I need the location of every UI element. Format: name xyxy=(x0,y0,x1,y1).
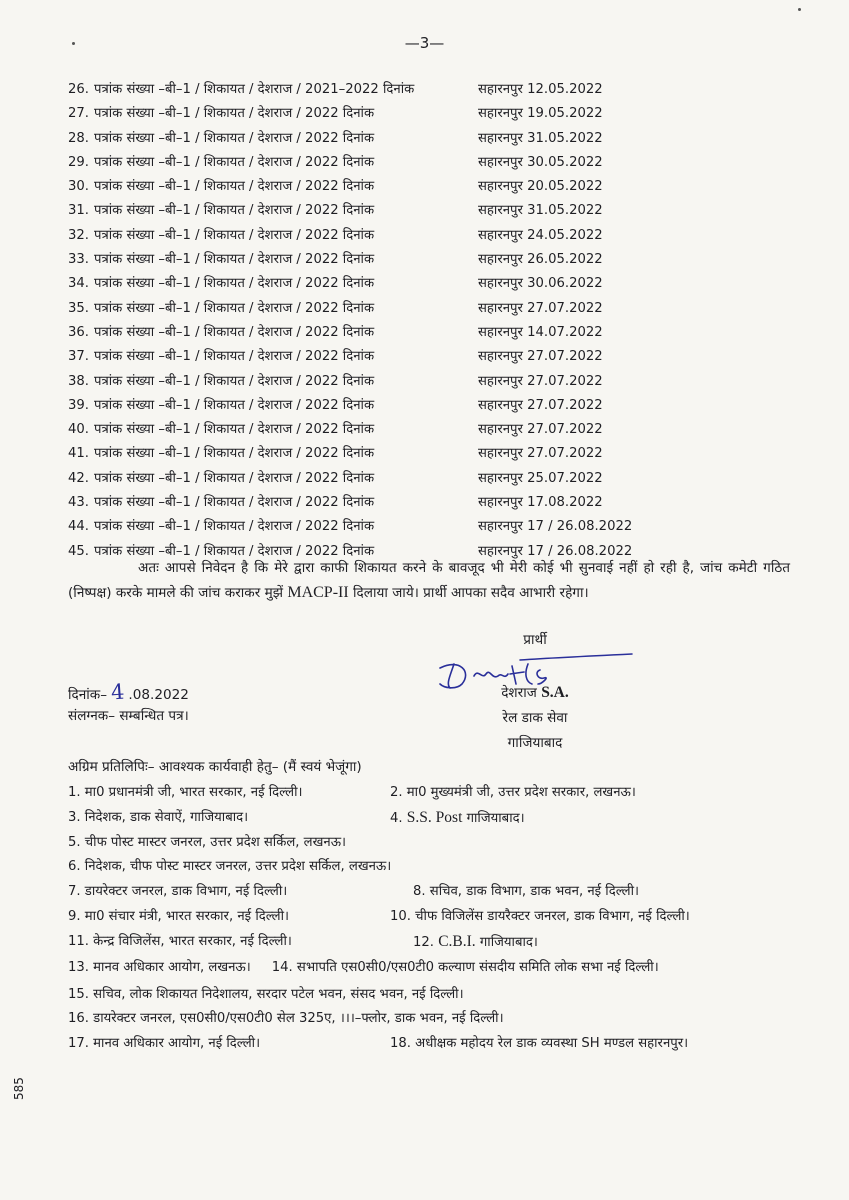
reference-text: पत्रांक संख्या –बी–1 / शिकायत / देशराज / 2022 दिनांक xyxy=(94,446,375,462)
copy-row xyxy=(68,983,798,1008)
reference-city-date: सहारनपुर 25.07.2022 xyxy=(478,470,603,486)
reference-city-date: सहारनपुर 27.07.2022 xyxy=(478,300,603,316)
reference-row xyxy=(68,224,603,248)
copy-item xyxy=(413,930,538,956)
scan-speck xyxy=(798,8,801,11)
reference-row xyxy=(68,442,603,466)
copy-row xyxy=(68,806,798,831)
reference-number: 35. xyxy=(68,300,89,316)
copy-row xyxy=(68,781,798,806)
reference-row xyxy=(68,151,603,175)
reference-city-date: सहारनपुर 19.05.2022 xyxy=(478,106,603,122)
reference-row xyxy=(68,175,603,199)
reference-row xyxy=(68,345,603,369)
reference-text: पत्रांक संख्या –बी–1 / शिकायत / देशराज / 2022 दिनांक xyxy=(94,349,375,365)
reference-text: पत्रांक संख्या –बी–1 / शिकायत / देशराज / 2022 दिनांक xyxy=(94,324,375,340)
date-line xyxy=(68,680,189,704)
reference-city-date: सहारनपुर 14.07.2022 xyxy=(478,324,603,340)
reference-row xyxy=(68,467,603,491)
copy-item-latin: C.B.I. xyxy=(438,932,476,950)
reference-number: 28. xyxy=(68,130,89,146)
reference-row xyxy=(68,297,603,321)
reference-city-date: सहारनपुर 27.07.2022 xyxy=(478,446,603,462)
copy-list xyxy=(68,781,798,1057)
sender-name-hi: देशराज xyxy=(501,685,537,701)
reference-city-date: सहारनपुर 26.05.2022 xyxy=(478,252,603,268)
reference-list xyxy=(68,78,633,564)
reference-number: 44. xyxy=(68,519,89,535)
copy-heading: अग्रिम प्रतिलिपिः– आवश्यक कार्यवाही हेतु– (मैं स्वयं भेजूंगा) xyxy=(68,759,362,775)
copy-item: 17. मानव अधिकार आयोग, नई दिल्ली। xyxy=(68,1036,261,1052)
reference-number: 43. xyxy=(68,495,89,511)
reference-row xyxy=(68,272,603,296)
reference-city-date: सहारनपुर 20.05.2022 xyxy=(478,179,603,195)
reference-text: पत्रांक संख्या –बी–1 / शिकायत / देशराज / 2022 दिनांक xyxy=(94,179,375,195)
reference-city-date: सहारनपुर 17 / 26.08.2022 xyxy=(478,519,633,535)
reference-row xyxy=(68,248,603,272)
sender-name-latin: S.A. xyxy=(541,684,569,701)
reference-number: 32. xyxy=(68,227,89,243)
copy-item: 13. मानव अधिकार आयोग, लखनऊ। xyxy=(68,959,251,975)
copy-row xyxy=(68,831,798,856)
reference-row xyxy=(68,199,603,223)
reference-text: पत्रांक संख्या –बी–1 / शिकायत / देशराज / 2022 दिनांक xyxy=(94,300,375,316)
copy-item: 15. सचिव, लोक शिकायत निदेशालय, सरदार पटेल भवन, संसद भवन, नई दिल्ली। xyxy=(68,986,464,1002)
side-page-number: 585 xyxy=(12,1077,26,1100)
reference-number: 41. xyxy=(68,446,89,462)
copy-item: 3. निदेशक, डाक सेवाऐं, गाजियाबाद। xyxy=(68,809,249,825)
reference-row xyxy=(68,491,603,515)
reference-text: पत्रांक संख्या –बी–1 / शिकायत / देशराज / 2022 दिनांक xyxy=(94,227,375,243)
reference-number: 40. xyxy=(68,422,89,438)
handwritten-day: 4 xyxy=(110,679,126,705)
reference-city-date: सहारनपुर 27.07.2022 xyxy=(478,397,603,413)
copy-row xyxy=(68,905,798,930)
copy-item-num: 12. xyxy=(413,934,434,950)
reference-text: पत्रांक संख्या –बी–1 / शिकायत / देशराज / 2022 दिनांक xyxy=(94,373,375,389)
copy-row xyxy=(68,880,798,905)
reference-row xyxy=(68,102,603,126)
copy-item: 9. मा0 संचार मंत्री, भारत सरकार, नई दिल्ली। xyxy=(68,908,290,924)
copy-item: 14. सभापति एस0सी0/एस0टी0 कल्याण संसदीय समिति लोक सभा नई दिल्ली। xyxy=(271,959,659,975)
reference-city-date: सहारनपुर 24.05.2022 xyxy=(478,227,603,243)
reference-text: पत्रांक संख्या –बी–1 / शिकायत / देशराज / 2022 दिनांक xyxy=(94,276,375,292)
reference-text: पत्रांक संख्या –बी–1 / शिकायत / देशराज / 2022 दिनांक xyxy=(94,519,375,535)
reference-number: 30. xyxy=(68,179,89,195)
sender-dept: रेल डाक सेवा xyxy=(502,710,568,726)
reference-text: पत्रांक संख्या –बी–1 / शिकायत / देशराज / 2022 दिनांक xyxy=(94,495,375,511)
copy-item: 10. चीफ विजिलेंस डायरैक्टर जनरल, डाक विभाग, नई दिल्ली। xyxy=(390,908,690,924)
reference-city-date: सहारनपुर 31.05.2022 xyxy=(478,130,603,146)
reference-number: 31. xyxy=(68,203,89,219)
attachment-line: संलग्नक– सम्बन्धित पत्र। xyxy=(68,708,189,724)
copy-item: 1. मा0 प्रधानमंत्री जी, भारत सरकार, नई दिल्ली। xyxy=(68,785,303,800)
copy-row xyxy=(68,855,798,880)
reference-text: पत्रांक संख्या –बी–1 / शिकायत / देशराज / 2022 दिनांक xyxy=(94,106,375,122)
reference-number: 29. xyxy=(68,154,89,170)
reference-text: पत्रांक संख्या –बी–1 / शिकायत / देशराज / 2022 दिनांक xyxy=(94,203,375,219)
copy-item: 18. अधीक्षक महोदय रेल डाक व्यवस्था SH मण्डल सहारनपुर। xyxy=(390,1036,689,1052)
reference-city-date: सहारनपुर 17.08.2022 xyxy=(478,495,603,511)
reference-number: 38. xyxy=(68,373,89,389)
request-text-before: अतः आपसे निवेदन है कि मेरे द्वारा काफी शिकायत करने के बावजूद भी मेरी कोई भी सुनवाई नहीं हो रही है, जांच कमेटी गठित (निष्पक्ष) करके मामले की जांच कराकर मुझें xyxy=(68,560,790,601)
copy-row xyxy=(68,955,798,979)
request-macp: MACP-II xyxy=(287,583,349,601)
copy-item: 7. डायरेक्टर जनरल, डाक विभाग, नई दिल्ली। xyxy=(68,884,288,900)
copy-item: 8. सचिव, डाक विभाग, डाक भवन, नई दिल्ली। xyxy=(413,884,640,900)
copy-item: 2. मा0 मुख्यमंत्री जी, उत्तर प्रदेश सरकार, लखनऊ। xyxy=(390,785,636,800)
copy-item-rest: गाजियाबाद। xyxy=(466,810,525,826)
sender-name xyxy=(460,680,610,706)
reference-text: पत्रांक संख्या –बी–1 / शिकायत / देशराज / 2022 दिनांक xyxy=(94,130,375,146)
copy-item: 6. निदेशक, चीफ पोस्ट मास्टर जनरल, उत्तर प्रदेश सर्किल, लखनऊ। xyxy=(68,859,392,875)
reference-text: पत्रांक संख्या –बी–1 / शिकायत / देशराज / 2022 दिनांक xyxy=(94,422,375,438)
reference-number: 42. xyxy=(68,470,89,486)
reference-city-date: सहारनपुर 30.05.2022 xyxy=(478,154,603,170)
reference-city-date: सहारनपुर 27.07.2022 xyxy=(478,349,603,365)
reference-city-date: सहारनपुर 31.05.2022 xyxy=(478,203,603,219)
reference-text: पत्रांक संख्या –बी–1 / शिकायत / देशराज / 2022 दिनांक xyxy=(94,154,375,170)
copy-item: 11. केन्द्र विजिलेंस, भारत सरकार, नई दिल्ली। xyxy=(68,933,292,949)
page-number: —3— xyxy=(404,34,445,52)
reference-text: पत्रांक संख्या –बी–1 / शिकायत / देशराज / 2021–2022 दिनांक xyxy=(94,82,415,97)
applicant-label xyxy=(460,628,610,652)
sender-city: गाजियाबाद xyxy=(507,735,563,751)
reference-row xyxy=(68,127,603,151)
reference-number: 39. xyxy=(68,397,89,413)
reference-city-date: सहारनपुर 30.06.2022 xyxy=(478,276,603,292)
reference-number: 45. xyxy=(68,543,89,559)
reference-number: 36. xyxy=(68,324,89,340)
copy-item: 5. चीफ पोस्ट मास्टर जनरल, उत्तर प्रदेश सर्किल, लखनऊ। xyxy=(68,834,347,850)
reference-number: 33. xyxy=(68,252,89,268)
copy-row xyxy=(68,1007,798,1032)
reference-row xyxy=(68,515,633,539)
copy-item-rest: गाजियाबाद। xyxy=(479,934,538,950)
copy-item-num: 4. xyxy=(390,810,403,826)
reference-city-date: सहारनपुर 27.07.2022 xyxy=(478,373,603,389)
reference-city-date: सहारनपुर 27.07.2022 xyxy=(478,422,603,438)
reference-text: पत्रांक संख्या –बी–1 / शिकायत / देशराज / 2022 दिनांक xyxy=(94,252,375,268)
reference-row xyxy=(68,394,603,418)
copy-row xyxy=(68,930,798,955)
copy-item-latin: S.S. Post xyxy=(406,808,463,826)
applicant-label-text: प्रार्थी xyxy=(523,632,547,648)
reference-row xyxy=(68,370,603,394)
request-paragraph xyxy=(68,556,790,605)
date-label: दिनांक– xyxy=(68,687,108,703)
reference-number: 26. xyxy=(68,82,89,97)
reference-row xyxy=(68,418,603,442)
reference-number: 37. xyxy=(68,349,89,365)
reference-text: पत्रांक संख्या –बी–1 / शिकायत / देशराज / 2022 दिनांक xyxy=(94,470,375,486)
copy-row xyxy=(68,1032,798,1057)
copy-item: 16. डायरेक्टर जनरल, एस0सी0/एस0टी0 सेल 325ए, ।।।–फ्लोर, डाक भवन, नई दिल्ली। xyxy=(68,1011,504,1027)
reference-number: 27. xyxy=(68,106,89,122)
copy-item xyxy=(390,806,525,832)
reference-number: 34. xyxy=(68,276,89,292)
reference-text: पत्रांक संख्या –बी–1 / शिकायत / देशराज / 2022 दिनांक xyxy=(94,397,375,413)
reference-row xyxy=(68,321,603,345)
sender-block xyxy=(460,680,610,756)
date-printed: .08.2022 xyxy=(128,687,189,703)
reference-city-date: सहारनपुर 17 / 26.08.2022 xyxy=(478,543,633,559)
reference-city-date: सहारनपुर 12.05.2022 xyxy=(478,82,603,97)
request-text-after: दिलाया जाये। प्रार्थी आपका सदैव आभारी रहेगा। xyxy=(353,584,589,601)
reference-row xyxy=(68,78,603,102)
reference-text: पत्रांक संख्या –बी–1 / शिकायत / देशराज / 2022 दिनांक xyxy=(94,543,375,559)
